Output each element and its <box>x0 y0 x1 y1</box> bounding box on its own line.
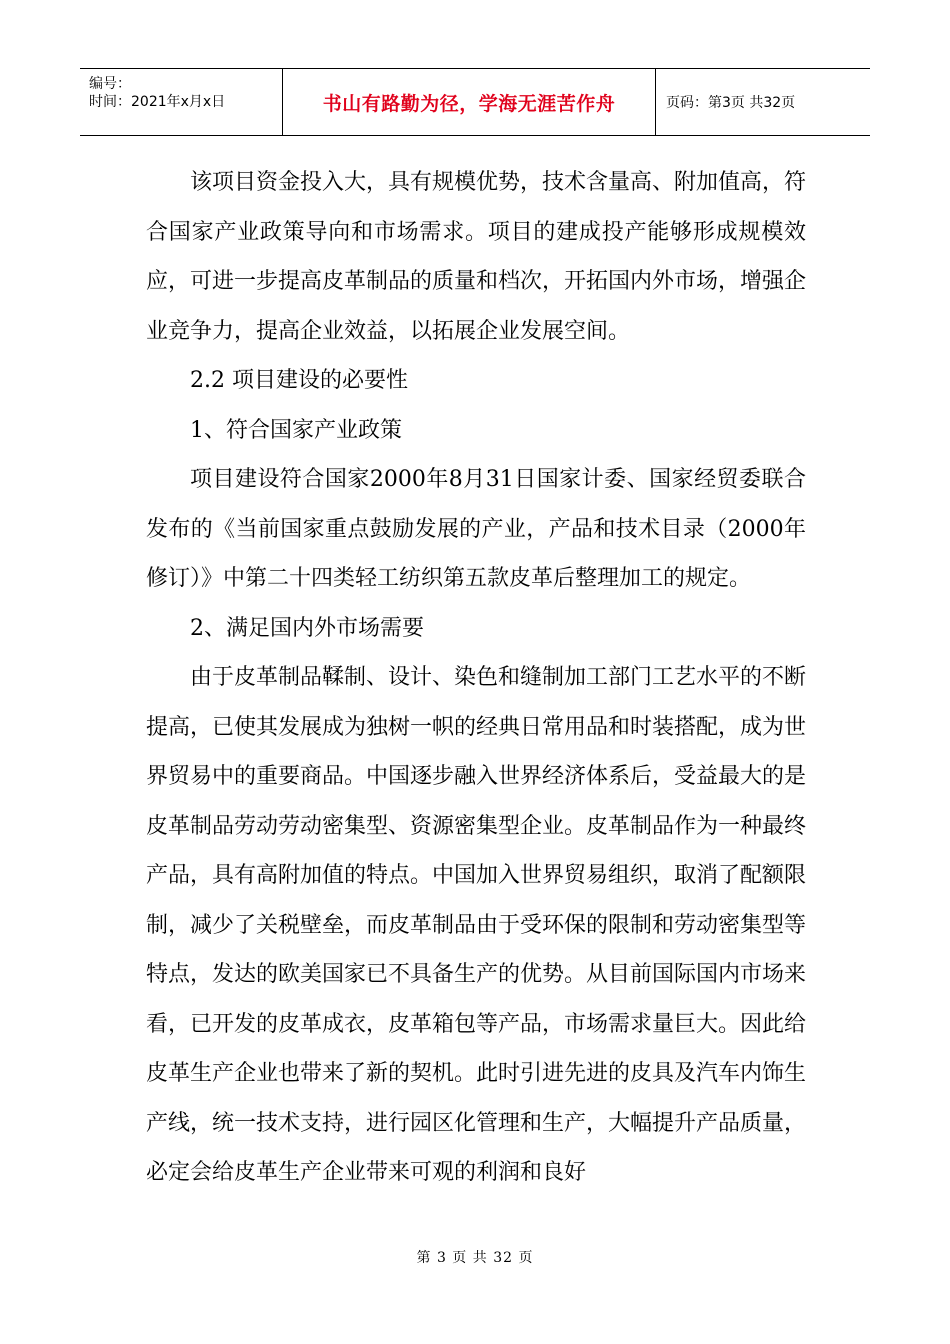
section-heading: 2.2 项目建设的必要性 <box>190 368 408 393</box>
document-header <box>80 68 870 136</box>
body-paragraph: 该项目资金投入大，具有规模优势，技术含量高、附加值高，符合国家产业政策导向和市场需求。项目的建成投产能够形成规模效应，可进一步提高皮革制品的质量和档次，开拓国内外市场，增强企业竞争力，提高企业效益，以拓展企业发展空间。 <box>146 170 807 344</box>
body-paragraph: 由于皮革制品鞣制、设计、染色和缝制加工部门工艺水平的不断提高，已使其发展成为独树一帜的经典日常用品和时装搭配，成为世界贸易中的重要商品。中国逐步融入世界经济体系后，受益最大的是皮革制品劳动劳动密集型、资源密集型企业。皮革制品作为一种最终产品，具有高附加值的特点。中国加入世界贸易组织，取消了配额限制，减少了关税壁垒，而皮革制品由于受环保的限制和劳动密集型等特点，发达的欧美国家已不具备生产的优势。从目前国际国内市场来看，已开发的皮革成衣，皮革箱包等产品，市场需求量巨大。因此给皮革生产企业也带来了新的契机。此时引进先进的皮具及汽车内饰生产线，统一技术支持，进行园区化管理和生产，大幅提升产品质量，必定会给皮革生产企业带来可观的利润和良好 <box>146 665 807 1185</box>
subsection-heading: 1、符合国家产业政策 <box>190 417 402 443</box>
subsection-heading: 2、满足国内外市场需要 <box>190 615 424 641</box>
document-body <box>146 158 806 1198</box>
header-page-cell <box>656 69 870 135</box>
document-date: 时间：2021年x月x日 <box>89 94 226 110</box>
header-meta-cell <box>80 69 283 135</box>
header-page-info: 页码：第3页 共32页 <box>666 95 796 111</box>
header-motto: 书山有路勤为径，学海无涯苦作舟 <box>322 92 616 115</box>
document-number-label: 编号： <box>89 76 131 92</box>
header-motto-cell <box>283 69 656 135</box>
body-paragraph: 项目建设符合国家2000年8月31日国家计委、国家经贸委联合发布的《当前国家重点鼓励发展的产业，产品和技术目录（2000年修订）》中第二十四类轻工纺织第五款皮革后整理加工的规定。 <box>146 467 806 591</box>
page-footer: 第 3 页 共 32 页 <box>416 1250 534 1266</box>
